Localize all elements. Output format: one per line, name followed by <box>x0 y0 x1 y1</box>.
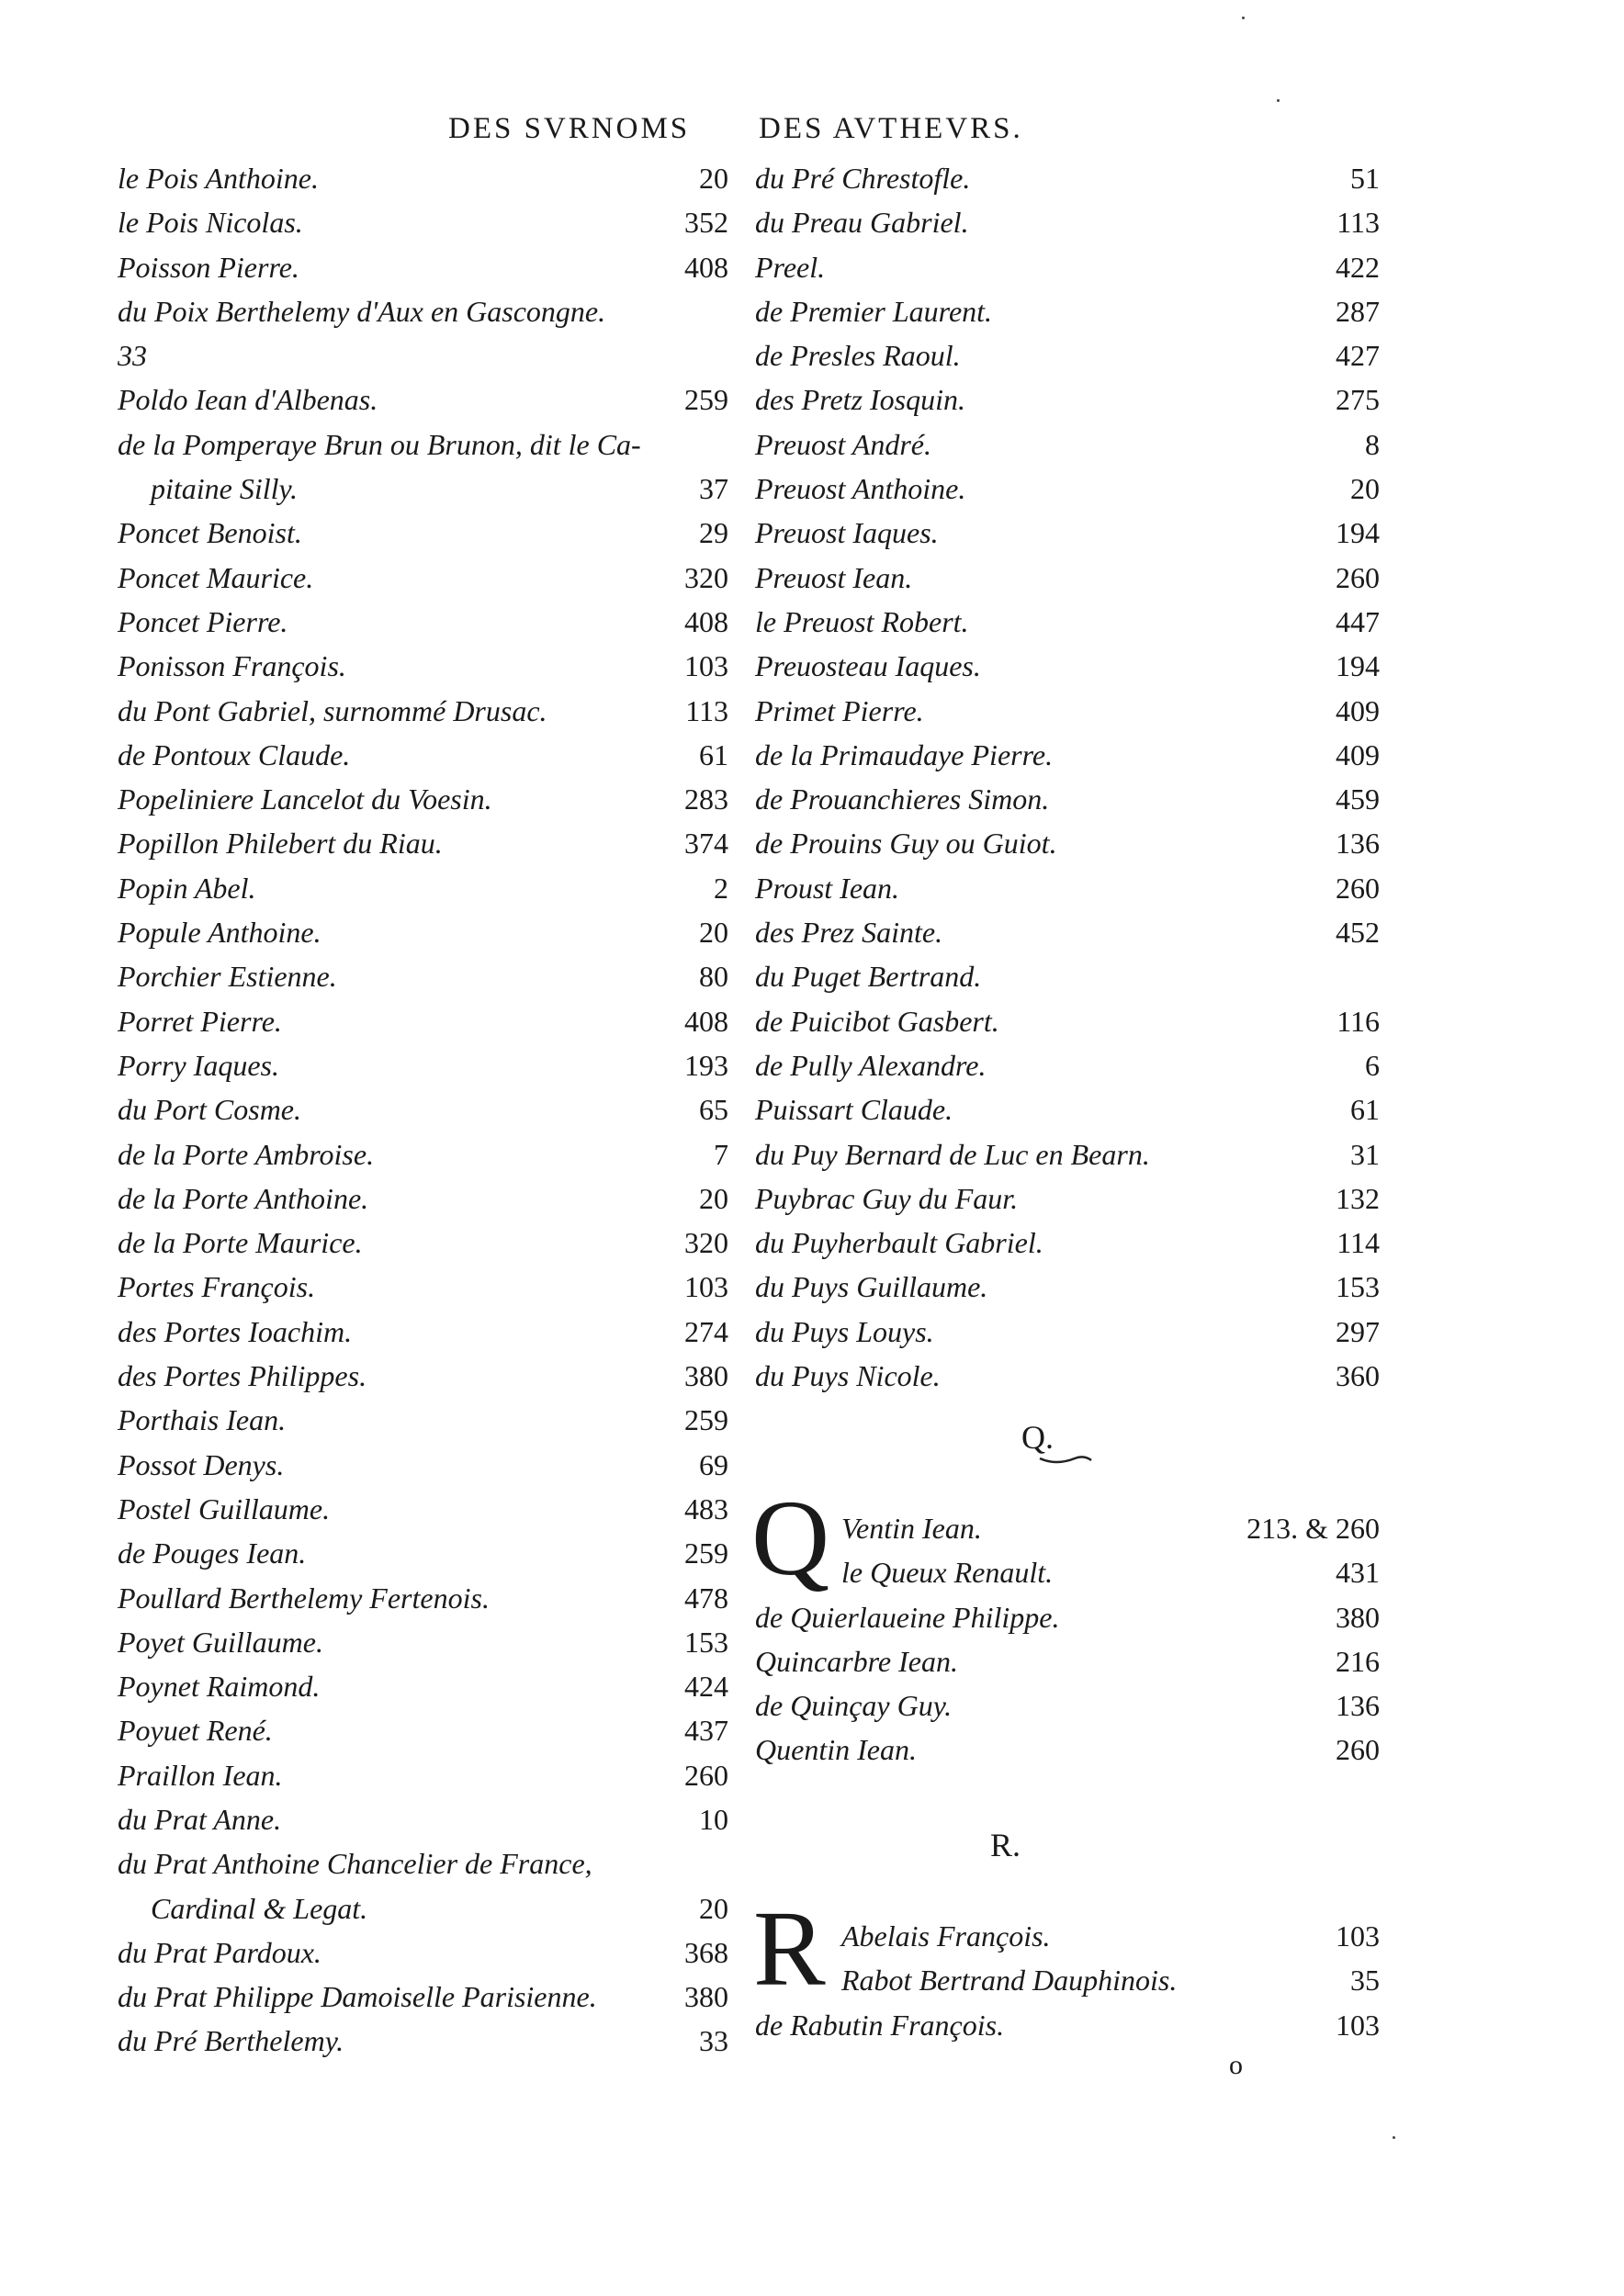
entry-name: Postel Guillaume. <box>118 1491 331 1525</box>
entry-page: 103 <box>1336 2008 1380 2042</box>
entry-name: Porthais Iean. <box>118 1403 287 1437</box>
entry-page: 8 <box>1365 427 1380 461</box>
entry-name: Preuost Iaques. <box>755 516 939 550</box>
entry-name: des Portes Ioachim. <box>118 1314 353 1348</box>
flourish-icon <box>1038 1453 1093 1466</box>
list-item <box>755 1043 1380 1087</box>
entry-name: de la Porte Maurice. <box>118 1226 363 1260</box>
list-item <box>755 1728 1380 1772</box>
entry-name: Porchier Estienne. <box>118 960 337 994</box>
entry-page: 69 <box>699 1447 728 1481</box>
entry-page: 20 <box>699 1891 728 1925</box>
entry-name: Primet Pierre. <box>755 693 924 727</box>
entry-page: 409 <box>1336 693 1380 727</box>
entry-page: 65 <box>699 1093 728 1127</box>
list-item <box>755 1595 1380 1639</box>
list-item <box>755 689 1380 733</box>
list-item <box>755 200 1380 244</box>
right-column <box>755 156 1380 1398</box>
entry-page: 408 <box>684 250 728 284</box>
list-item <box>755 1354 1380 1398</box>
list-item <box>118 1841 728 1885</box>
list-item <box>755 1914 1380 1958</box>
list-item <box>755 1176 1380 1221</box>
entry-page: 459 <box>1336 782 1380 816</box>
entry-name: Preuost André. <box>755 427 931 461</box>
list-item <box>755 999 1380 1043</box>
list-item-continuation <box>118 333 728 377</box>
entry-name: de la Porte Anthoine. <box>118 1181 369 1215</box>
entry-name: du Puyherbault Gabriel. <box>755 1226 1043 1260</box>
entry-page: 213. & 260 <box>1246 1512 1380 1545</box>
entry-page: 447 <box>1336 604 1380 638</box>
entry-page: 20 <box>699 162 728 195</box>
list-item <box>118 1265 728 1309</box>
entry-page: 374 <box>684 827 728 861</box>
entry-page: 422 <box>1336 250 1380 284</box>
entry-page: 113 <box>1336 206 1380 240</box>
entry-name: du Poix Berthelemy d'Aux en Gascongne. <box>118 294 606 328</box>
list-item <box>755 1310 1380 1354</box>
left-column <box>118 156 728 2064</box>
list-item <box>755 777 1380 821</box>
list-item <box>755 556 1380 600</box>
list-item <box>755 1639 1380 1683</box>
list-item <box>118 422 728 467</box>
entry-name: du Puy Bernard de Luc en Bearn. <box>755 1137 1150 1171</box>
entry-name: de Prouanchieres Simon. <box>755 782 1050 816</box>
entry-page: 409 <box>1336 737 1380 771</box>
entry-page: 103 <box>684 1270 728 1304</box>
list-item <box>755 866 1380 910</box>
entry-page: 10 <box>699 1802 728 1836</box>
entry-name: du Prat Anthoine Chancelier de France, <box>118 1847 592 1881</box>
entry-page: 31 <box>1350 1137 1380 1171</box>
entry-name: le Queux Renault. <box>841 1556 1054 1590</box>
entry-name: Praillon Iean. <box>118 1758 283 1792</box>
list-item <box>118 200 728 244</box>
running-head-left: DES SVRNOMS <box>448 112 691 145</box>
list-item <box>755 377 1380 422</box>
entry-page: 193 <box>684 1048 728 1082</box>
entry-page: 408 <box>684 604 728 638</box>
entry-page: 2 <box>714 871 728 905</box>
entry-page: 7 <box>714 1137 728 1171</box>
entry-page: 274 <box>684 1314 728 1348</box>
entry-page: 352 <box>684 206 728 240</box>
list-item <box>118 733 728 777</box>
entry-page: 452 <box>1336 916 1380 950</box>
list-item <box>755 333 1380 377</box>
entry-name: du Puys Guillaume. <box>755 1270 988 1304</box>
entry-page: 360 <box>1336 1359 1380 1393</box>
list-item <box>118 1708 728 1752</box>
list-item <box>118 1221 728 1265</box>
entry-name: de Quierlaueine Philippe. <box>755 1600 1060 1634</box>
list-item <box>118 1620 728 1664</box>
entry-page: 113 <box>685 693 728 727</box>
entry-page: 380 <box>684 1359 728 1393</box>
entry-page: 20 <box>699 916 728 950</box>
entry-page: 216 <box>1336 1644 1380 1678</box>
section-r-list <box>755 1914 1380 2047</box>
continuation-page: 33 <box>118 339 147 373</box>
entry-name: Proust Iean. <box>755 871 900 905</box>
entry-page: 287 <box>1336 294 1380 328</box>
entry-page: 380 <box>684 1980 728 2014</box>
list-item <box>118 1487 728 1531</box>
entry-name: Poncet Benoist. <box>118 516 302 550</box>
list-item <box>755 1683 1380 1728</box>
list-item <box>755 511 1380 555</box>
entry-name: du Pré Chrestofle. <box>755 162 971 195</box>
entry-name: de Pouges Iean. <box>118 1536 307 1570</box>
dropcap-r: R <box>753 1888 826 2009</box>
entry-name: du Pont Gabriel, surnommé Drusac. <box>118 693 547 727</box>
entry-page: 431 <box>1336 1556 1380 1590</box>
list-item <box>755 1132 1380 1176</box>
signature-mark: o <box>1229 2050 1243 2080</box>
list-item <box>755 422 1380 467</box>
section-heading-r: R. <box>990 1827 1021 1863</box>
entry-name: Poldo Iean d'Albenas. <box>118 383 378 417</box>
entry-page: 20 <box>699 1181 728 1215</box>
entry-name: du Pré Berthelemy. <box>118 2024 344 2058</box>
entry-page: 51 <box>1350 162 1380 195</box>
entry-name: du Port Cosme. <box>118 1093 301 1127</box>
entry-name: Preuost Iean. <box>755 560 913 594</box>
entry-name: Porry Iaques. <box>118 1048 279 1082</box>
list-item <box>755 1506 1380 1550</box>
entry-name: de la Primaudaye Pierre. <box>755 737 1054 771</box>
entry-name: de Pontoux Claude. <box>118 737 351 771</box>
list-item <box>118 156 728 200</box>
list-item <box>118 1930 728 1975</box>
entry-page: 194 <box>1336 649 1380 683</box>
entry-page: 35 <box>1350 1964 1380 1998</box>
entry-name: du Preau Gabriel. <box>755 206 969 240</box>
entry-name: de Premier Laurent. <box>755 294 993 328</box>
entry-name: Puissart Claude. <box>755 1093 953 1127</box>
entry-page: 153 <box>1336 1270 1380 1304</box>
entry-name: pitaine Silly. <box>151 472 298 506</box>
running-head-right: DES AVTHEVRS. <box>759 112 1023 145</box>
entry-name: Cardinal & Legat. <box>151 1891 368 1925</box>
entry-name: Quentin Iean. <box>755 1733 917 1767</box>
list-item <box>118 1975 728 2019</box>
entry-page: 116 <box>1336 1004 1380 1038</box>
entry-name: le Pois Nicolas. <box>118 206 303 240</box>
list-item <box>755 1087 1380 1131</box>
entry-name: Poynet Raimond. <box>118 1670 321 1704</box>
list-item <box>118 467 728 511</box>
list-item <box>118 556 728 600</box>
entry-page: 61 <box>699 737 728 771</box>
entry-name: Quincarbre Iean. <box>755 1644 958 1678</box>
entry-page: 20 <box>1350 472 1380 506</box>
entry-name: Ventin Iean. <box>841 1512 982 1545</box>
list-item <box>118 1753 728 1797</box>
entry-name: de la Pomperaye Brun ou Brunon, dit le Ca- <box>118 427 641 461</box>
list-item <box>118 999 728 1043</box>
entry-name: Portes François. <box>118 1270 316 1304</box>
dropcap-q: Q <box>751 1478 830 1598</box>
list-item <box>118 910 728 954</box>
entry-page: 368 <box>684 1935 728 1969</box>
entry-page: 153 <box>684 1625 728 1659</box>
section-heading-q: Q. <box>1021 1419 1054 1456</box>
entry-name: du Prat Philippe Damoiselle Parisienne. <box>118 1980 597 2014</box>
list-item <box>118 954 728 998</box>
entry-name: Poullard Berthelemy Fertenois. <box>118 1581 490 1615</box>
list-item <box>118 600 728 644</box>
entry-name: du Prat Pardoux. <box>118 1935 321 1969</box>
entry-name: le Preuost Robert. <box>755 604 969 638</box>
entry-name: Poyuet René. <box>118 1714 273 1748</box>
entry-name: Popillon Philebert du Riau. <box>118 827 443 861</box>
list-item <box>755 289 1380 333</box>
section-q-list <box>755 1506 1380 1773</box>
entry-name: de la Porte Ambroise. <box>118 1137 375 1171</box>
list-item <box>755 1958 1380 2002</box>
entry-name: Possot Denys. <box>118 1447 285 1481</box>
list-item <box>755 1550 1380 1594</box>
entry-page: 297 <box>1336 1314 1380 1348</box>
list-item <box>118 777 728 821</box>
entry-page: 6 <box>1365 1048 1380 1082</box>
list-item <box>118 1398 728 1442</box>
entry-name: Popeliniere Lancelot du Voesin. <box>118 782 492 816</box>
list-item <box>118 2019 728 2063</box>
speck <box>1393 2136 1395 2139</box>
entry-page: 61 <box>1350 1093 1380 1127</box>
entry-name: de Quinçay Guy. <box>755 1689 953 1723</box>
entry-name: Popin Abel. <box>118 871 256 905</box>
entry-name: Popule Anthoine. <box>118 916 321 950</box>
entry-page: 320 <box>684 560 728 594</box>
entry-page: 136 <box>1336 1689 1380 1723</box>
list-item <box>118 1797 728 1841</box>
list-item <box>118 1531 728 1575</box>
entry-page: 275 <box>1336 383 1380 417</box>
entry-name: Porret Pierre. <box>118 1004 282 1038</box>
list-item <box>755 1221 1380 1265</box>
list-item <box>755 644 1380 688</box>
entry-name: de Puicibot Gasbert. <box>755 1004 999 1038</box>
list-item <box>755 1265 1380 1309</box>
entry-page: 320 <box>684 1226 728 1260</box>
entry-page: 380 <box>1336 1600 1380 1634</box>
list-item <box>118 821 728 865</box>
entry-page: 114 <box>1336 1226 1380 1260</box>
entry-name: Preel. <box>755 250 826 284</box>
list-item <box>755 467 1380 511</box>
speck <box>1277 99 1280 102</box>
entry-name: de Pully Alexandre. <box>755 1048 987 1082</box>
list-item <box>118 245 728 289</box>
entry-page: 437 <box>684 1714 728 1748</box>
list-item <box>755 821 1380 865</box>
list-item <box>118 377 728 422</box>
entry-name: du Puys Nicole. <box>755 1359 941 1393</box>
list-item <box>118 1354 728 1398</box>
list-item <box>755 733 1380 777</box>
entry-page: 29 <box>699 516 728 550</box>
entry-name: de Rabutin François. <box>755 2008 1005 2042</box>
entry-page: 259 <box>684 1536 728 1570</box>
list-item <box>118 1043 728 1087</box>
entry-page: 194 <box>1336 516 1380 550</box>
list-item <box>755 156 1380 200</box>
entry-page: 478 <box>684 1581 728 1615</box>
entry-name: du Puget Bertrand. <box>755 960 982 994</box>
list-item <box>755 954 1380 998</box>
list-item <box>118 1664 728 1708</box>
entry-name: des Prez Sainte. <box>755 916 943 950</box>
list-item <box>755 245 1380 289</box>
entry-page: 259 <box>684 1403 728 1437</box>
entry-page: 483 <box>684 1491 728 1525</box>
entry-name: Abelais François. <box>841 1919 1051 1953</box>
entry-name: des Pretz Iosquin. <box>755 383 966 417</box>
entry-page: 132 <box>1336 1181 1380 1215</box>
entry-name: Puybrac Guy du Faur. <box>755 1181 1019 1215</box>
entry-page: 260 <box>1336 871 1380 905</box>
entry-page: 260 <box>1336 560 1380 594</box>
list-item <box>118 1176 728 1221</box>
entry-page: 80 <box>699 960 728 994</box>
list-item <box>118 1310 728 1354</box>
entry-page: 427 <box>1336 339 1380 373</box>
list-item <box>118 289 728 333</box>
entry-name: du Puys Louys. <box>755 1314 934 1348</box>
list-item <box>118 1886 728 1930</box>
speck <box>1242 17 1245 19</box>
list-item <box>118 644 728 688</box>
entry-page: 283 <box>684 782 728 816</box>
list-item <box>118 1576 728 1620</box>
entry-name: Poisson Pierre. <box>118 250 299 284</box>
entry-page: 260 <box>1336 1733 1380 1767</box>
list-item <box>118 689 728 733</box>
entry-name: Preuosteau Iaques. <box>755 649 981 683</box>
entry-page: 408 <box>684 1004 728 1038</box>
entry-name: des Portes Philippes. <box>118 1359 367 1393</box>
entry-name: de Presles Raoul. <box>755 339 961 373</box>
list-item <box>755 2003 1380 2047</box>
entry-name: Poyet Guillaume. <box>118 1625 323 1659</box>
list-item <box>118 511 728 555</box>
entry-name: Poncet Maurice. <box>118 560 314 594</box>
entry-page: 103 <box>1336 1919 1380 1953</box>
entry-page: 37 <box>699 472 728 506</box>
entry-page: 259 <box>684 383 728 417</box>
entry-name: Poncet Pierre. <box>118 604 288 638</box>
entry-page: 33 <box>699 2024 728 2058</box>
entry-name: Rabot Bertrand Dauphinois. <box>841 1964 1178 1998</box>
entry-name: de Prouins Guy ou Guiot. <box>755 827 1057 861</box>
list-item <box>118 1132 728 1176</box>
entry-page: 424 <box>684 1670 728 1704</box>
entry-page: 103 <box>684 649 728 683</box>
list-item <box>118 1443 728 1487</box>
entry-name: Preuost Anthoine. <box>755 472 966 506</box>
entry-page: 136 <box>1336 827 1380 861</box>
entry-name: le Pois Anthoine. <box>118 162 319 195</box>
list-item <box>755 600 1380 644</box>
entry-name: Ponisson François. <box>118 649 346 683</box>
entry-page: 260 <box>684 1758 728 1792</box>
list-item <box>755 910 1380 954</box>
list-item <box>118 1087 728 1131</box>
list-item <box>118 866 728 910</box>
entry-name: du Prat Anne. <box>118 1802 282 1836</box>
